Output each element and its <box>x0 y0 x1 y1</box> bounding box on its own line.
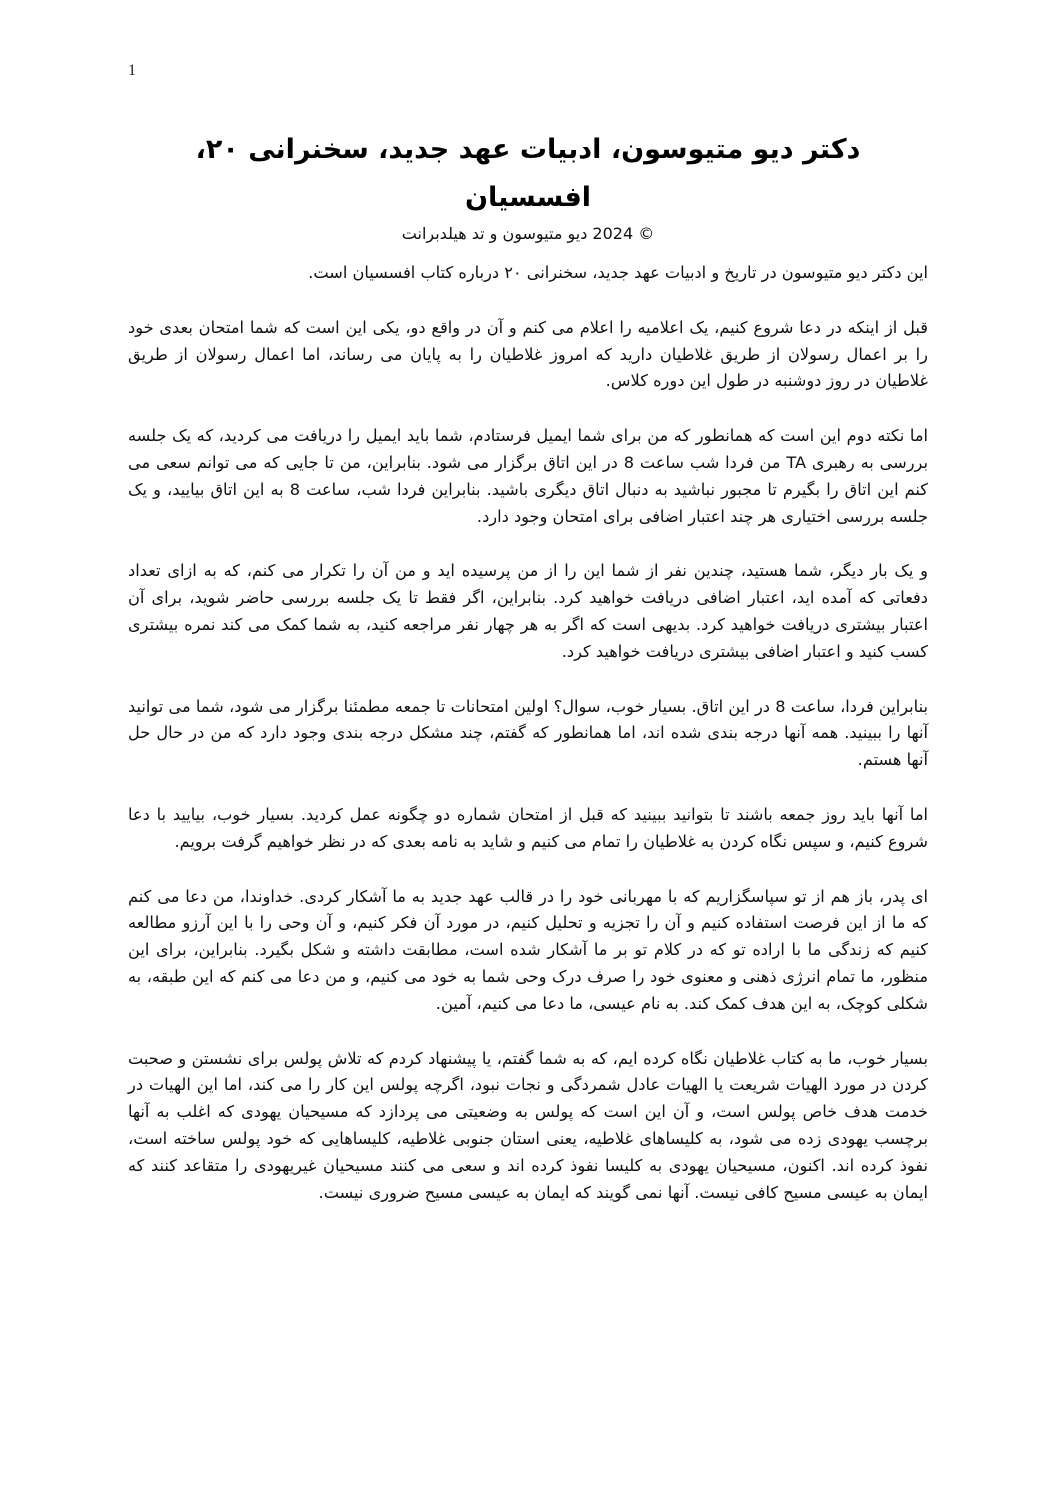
paragraph-announcement: قبل از اینکه در دعا شروع کنیم، یک اعلامیه را اعلام می کنم و آن در واقع دو، یکی این است که شما امتحان بعدی خود را بر اعمال رسولان از طریق غلاطیان دارید که امروز غلاطیان را به پایان می رساند، اما اعمال رسولان از طریق غلاطیان در روز دوشنبه در طول این دوره کلاس. <box>128 317 928 391</box>
paragraph-friday: اما آنها باید روز جمعه باشند تا بتوانید ببینید که قبل از امتحان شماره دو چگونه عمل کردید. بسیار خوب، بیایید با دعا شروع کنیم، و سپس نگاه کردن به غلاطیان را تمام می کنیم و شاید به نامه بعدی که در نظر خواهیم گرفت برویم. <box>128 804 928 851</box>
paragraph-galatians: بسیار خوب، ما به کتاب غلاطیان نگاه کرده ایم، که به شما گفتم، یا پیشنهاد کردم که تلاش پولس برای نشستن و صحبت کردن در مورد الهیات شریعت یا الهیات عادل شمردگی و نجات نبود، اگرچه پولس این کار را می کند، اما این الهیات در خدمت هدف خاص پولس است، و آن این است که پولس به وضعیتی می پردازد که مسیحیان یهودی که اغلب به آنها برچسب یهودی زده می شود، به کلیساهای غلاطیه، یعنی استان جنوبی غلاطیه، کلیساهایی که خود پولس ساخته است، نفوذ کرده اند. اکنون، مسیحیان یهودی به کلیسا نفوذ کرده اند و سعی می کنند مسیحیان غیریهودی را متقاعد کنند که ایمان به عیسی مسیح کافی نیست. آنها نمی گویند که ایمان به عیسی مسیح ضروری نیست. <box>128 1048 928 1202</box>
page-number: 1 <box>128 62 136 79</box>
paragraph-prayer: ای پدر، باز هم از تو سپاسگزاریم که با مهربانی خود را در قالب عهد جدید به ما آشکار کردی. خداوندا، من دعا می کنم که ما از این فرصت استفاده کنیم و آن را تجزیه و تحلیل کنیم، در مورد آن فکر کنیم، و آن وحی را با این آرزو مطالعه کنیم که زندگی ما با اراده تو که در کلام تو بر ما آشکار شده است، مطابقت داشته و شکل بگیرد. بنابراین، برای این منظور، ما تمام انرژی ذهنی و معنوی خود را صرف درک وحی شما به خود می کنیم، و من دعا می کنم که این طبقه، به شکلی کوچک، به این هدف کمک کند. به نام عیسی، ما دعا می کنیم، آمین. <box>128 886 928 1013</box>
document-title: دکتر دیو متیوسون، ادبیات عهد جدید، سخنرانی ۲۰، افسسیان <box>195 134 861 213</box>
copyright-line: © 2024 دیو متیوسون و تد هیلدبرانت <box>401 224 655 243</box>
paragraph-intro: این دکتر دیو متیوسون در تاریخ و ادبیات عهد جدید، سخنرانی ۲۰ درباره کتاب افسسیان است. <box>308 263 928 282</box>
paragraph-review-session: اما نکته دوم این است که همانطور که من برای شما ایمیل فرستادم، شما باید ایمیل را دریافت می کردید، که یک جلسه بررسی به رهبری TA من فردا شب ساعت 8 در این اتاق برگزار می شود. بنابراین، من تا جایی که می توانم سعی می کنم این اتاق را بگیرم تا مجبور نباشید به دنبال اتاق دیگری باشید. بنابراین فردا شب، ساعت 8 به این اتاق بیایید، و یک جلسه بررسی اختیاری هر چند اعتبار اضافی برای امتحان وجود دارد. <box>128 426 929 526</box>
document-body <box>128 126 928 1234</box>
paragraph-extra-credit: و یک بار دیگر، شما هستید، چندین نفر از شما این را از من پرسیده اید و من آن را تکرار می کنم، که به ازای تعداد دفعاتی که آمده اید، اعتبار اضافی دریافت خواهید کرد. بنابراین، اگر فقط تا یک جلسه بررسی حاضر شوید، برای آن اعتبار بیشتری دریافت خواهید کرد. بدیهی است که اگر به هر چهار نفر مراجعه کنید، به شما کمک می کند نمره بیشتری کسب کنید و اعتبار اضافی بیشتری دریافت خواهید کرد. <box>128 561 928 661</box>
paragraph-exams: بنابراین فردا، ساعت 8 در این اتاق. بسیار خوب، سوال؟ اولین امتحانات تا جمعه مطمئنا برگزار می شود، شما می توانید آنها را ببینید. همه آنها درجه بندی شده اند، اما همانطور که گفتم، چند مشکل درجه بندی وجود دارد که من در حال حل آنها هستم. <box>128 696 929 770</box>
